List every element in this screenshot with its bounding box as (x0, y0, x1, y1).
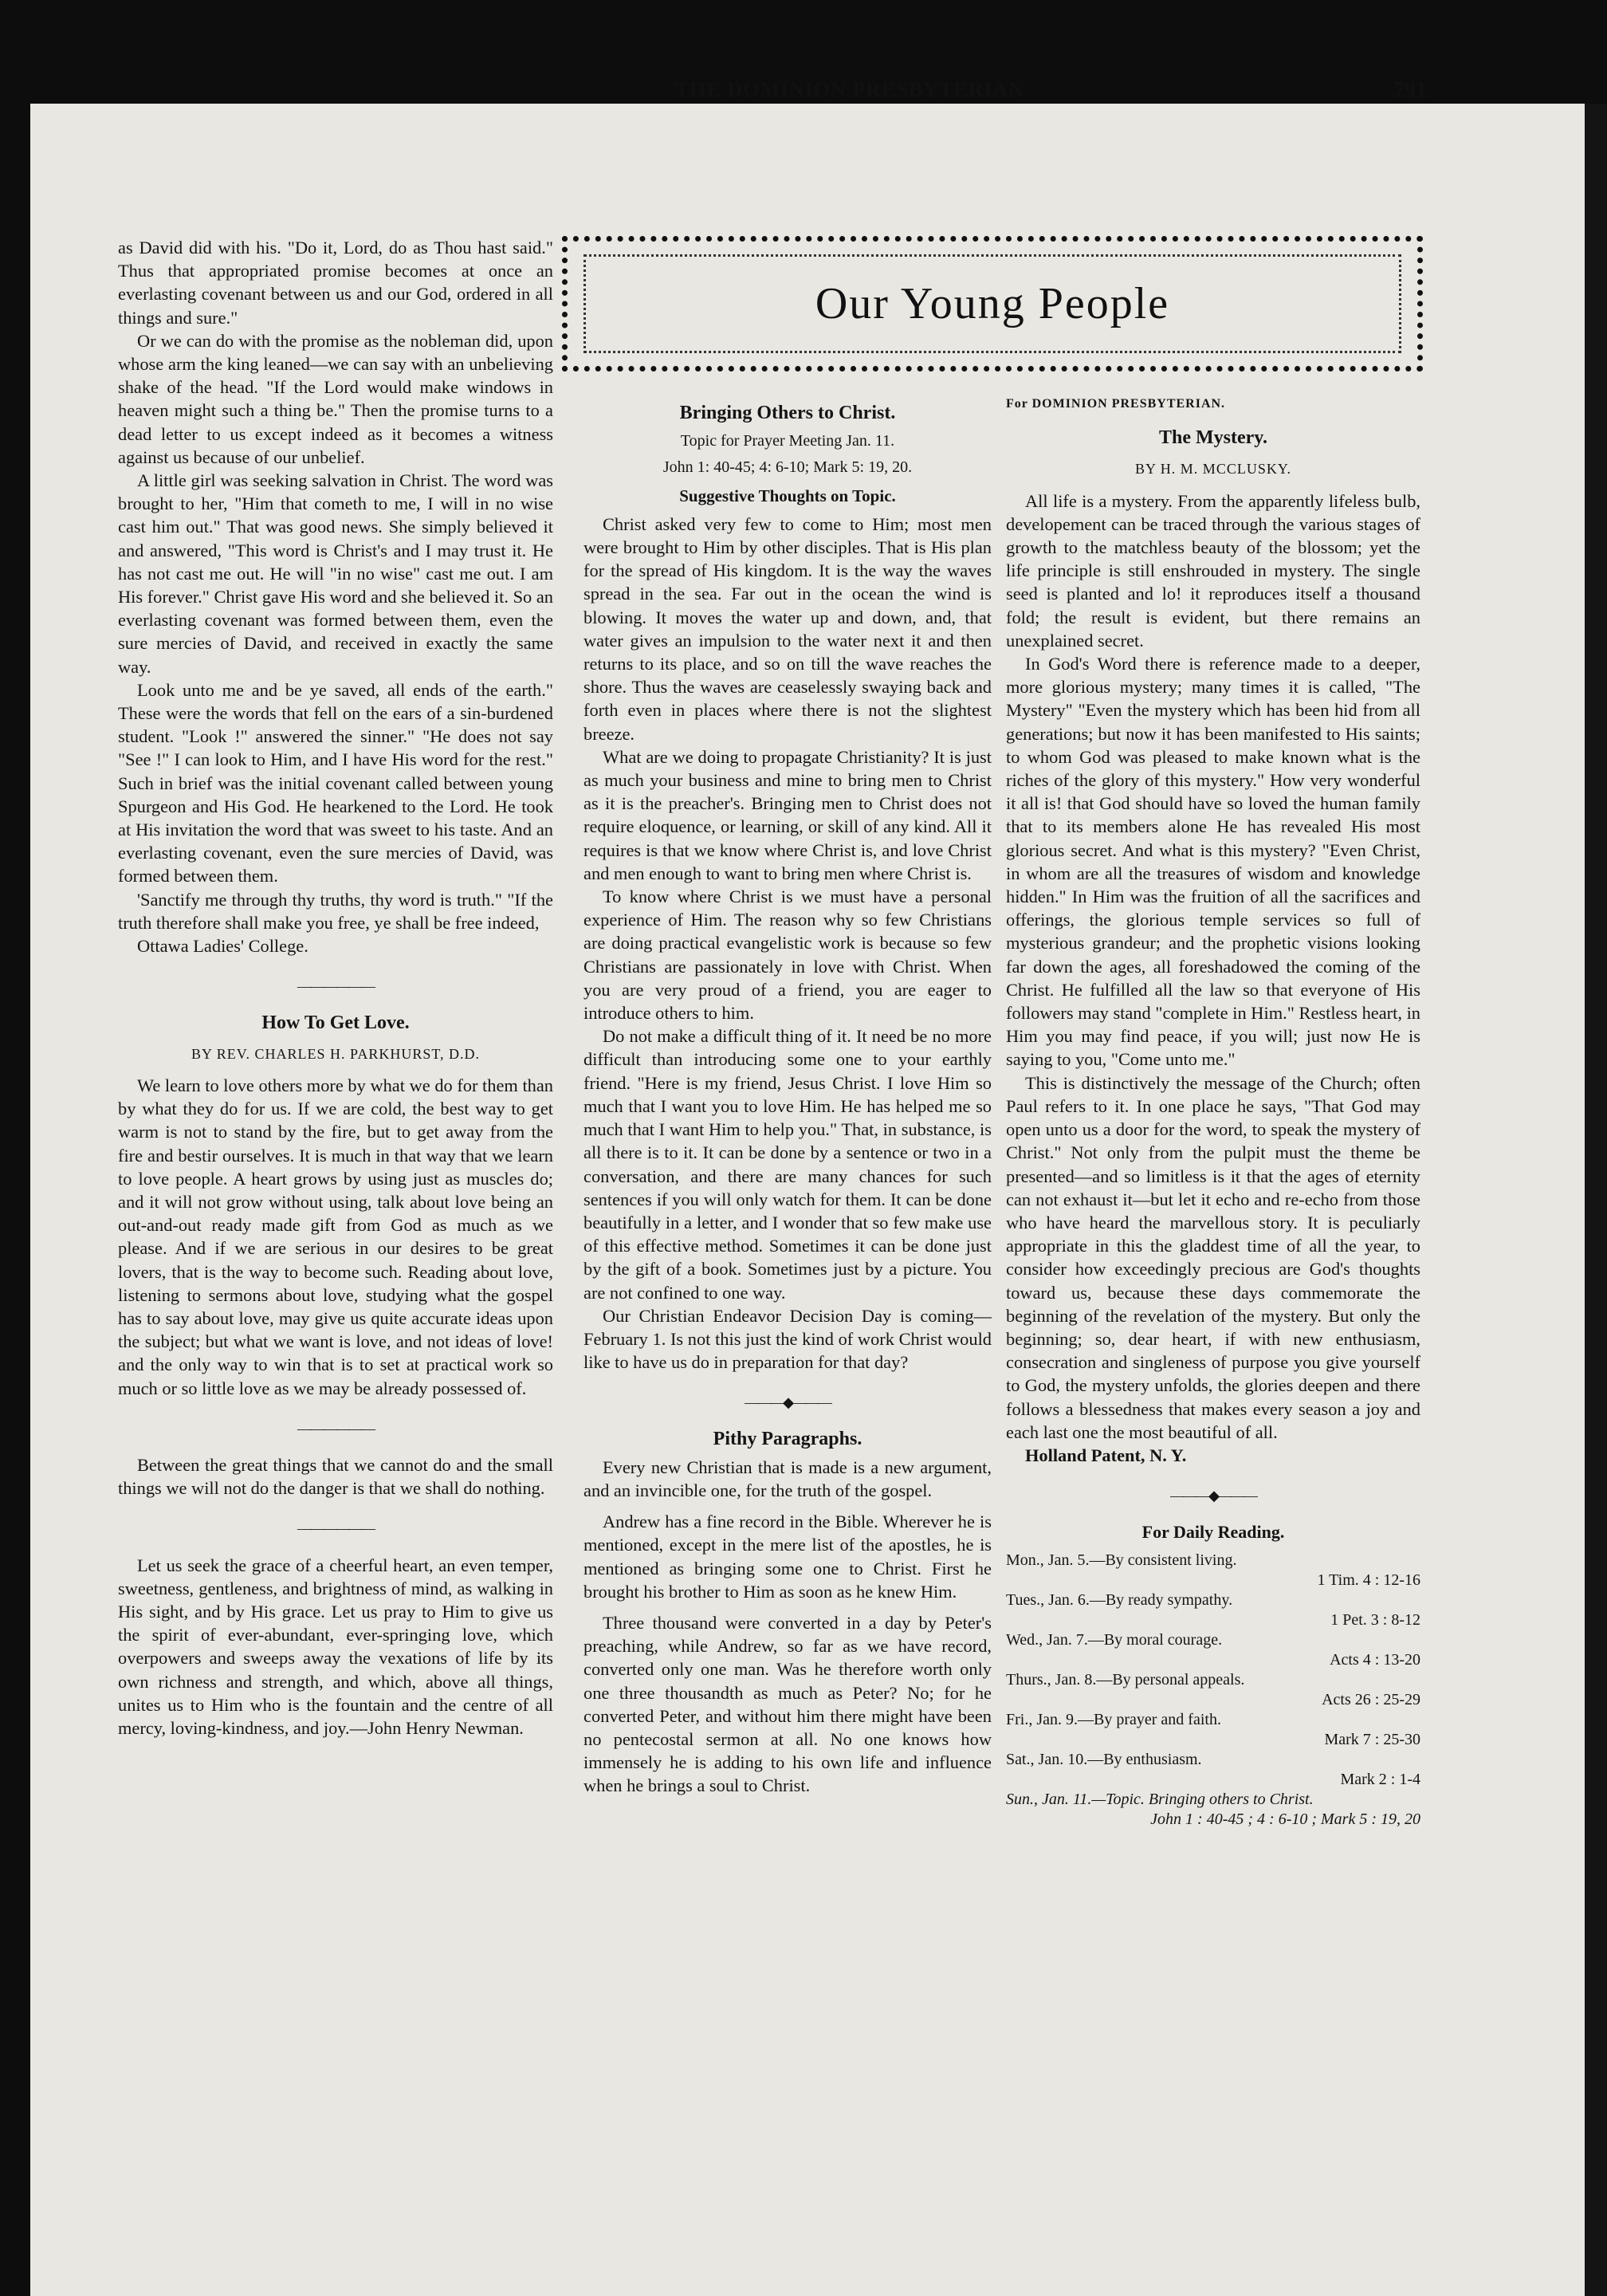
subheadline: Suggestive Thoughts on Topic. (679, 486, 896, 505)
list-item (1006, 1710, 1420, 1750)
reading-ref: Acts 4 : 13-20 (1330, 1650, 1420, 1669)
reading-ref: John 1 : 40-45 ; 4 : 6-10 ; Mark 5 : 19, 20 (1150, 1810, 1420, 1828)
list-item (1006, 1790, 1420, 1830)
paragraph: Andrew has a fine record in the Bible. Wherever he is mentioned, except in the mere list of the apostles, he is mentioned as bringing some one to Christ. First he brought his brother to Him as soon as he knew Him. (583, 1512, 992, 1602)
reading-ref: 1 Tim. 4 : 12-16 (1317, 1571, 1420, 1589)
paragraph: We learn to love others more by what we do for them than by what they do for us. If we are cold, the best way to get warm is not to stand by the fire, but to get away from the fire and bestir ourselves. It is much in that way that we learn to love people. A heart grows by using just as muscles do; and it will not grow without using, talk about love being an out-and-out ready made gift from God as much as we please. And if we are serious in our desires to be great lovers, that is the way to become such. Reading about love, listening to sermons about love, studying what the gospel has to say about love, may give us quite accurate ideas upon the subject; but what we want is love, and not ideas of love! and the only way to win that is to set at practical work so much or so little love as we may be already possessed of. (118, 1075, 553, 1398)
column-left (118, 236, 553, 1740)
signoff: Ottawa Ladies' College. (137, 936, 308, 957)
divider: —————— (297, 978, 374, 995)
column-middle (583, 397, 992, 1798)
running-head: THE DOMINION PRESBYTERIAN (674, 78, 1025, 101)
reading-day: Sat., Jan. 10.—By enthusiasm. (1006, 1750, 1202, 1768)
place-signoff: Holland Patent, N. Y. (1025, 1445, 1187, 1465)
list-item (1006, 1670, 1420, 1710)
reading-list (1006, 1551, 1420, 1830)
paragraph: In God's Word there is reference made to a deeper, more glorious mystery; many times it is called, "The Mystery" "Even the mystery which has been hid from all generations; but now it has been manifested to His saints; to whom God was pleased to make known what is the riches of the glory of this mystery." How very wonderful it all is! that God should have so loved the human family that to its members alone He has revealed His most glorious secret. And what is this mystery? "Even Christ, in whom are all the treasures of wisdom and knowledge hidden." In Him was the fruition of all the sacrifices and offerings, the glorious temple services so full of mysterious grandeur; and the prophetic visions looking far down the ages, all foreshadowed the coming of the Christ. He fulfilled all the law so that everyone of His followers may stand "complete in Him." Restless heart, in Him you may find peace, if you will; just now He is saying to you, "Come unto me." (1006, 654, 1420, 1070)
paragraph: Every new Christian that is made is a new argument, and an invincible one, for the truth of the gospel. (583, 1457, 992, 1500)
section-banner (562, 236, 1423, 372)
scripture-refs: John 1: 40-45; 4: 6-10; Mark 5: 19, 20. (662, 458, 913, 477)
paragraph: To know where Christ is we must have a personal experience of Him. The reason why so few Christians are doing practical evangelistic work is because so few Christians are passionately in love with Christ. When you are very proud of a friend, you are eager to introduce others to him. (583, 887, 992, 1024)
paragraph: Between the great things that we cannot do and the small things we will not do the danger is that we shall do nothing. (118, 1454, 553, 1499)
article-credit: For DOMINION PRESBYTERIAN. (1006, 397, 1226, 411)
reading-list-heading: For Daily Reading. (1141, 1522, 1285, 1543)
topic-line: Topic for Prayer Meeting Jan. 11. (680, 432, 895, 450)
divider: ———◆——— (1170, 1488, 1256, 1504)
list-item (1006, 1551, 1420, 1590)
paragraph: A little girl was seeking salvation in Christ. The word was brought to her, "Him that cometh to me, I will in no wise cast him out." That was good news. She simply believed it and answered, "This word is Christ's and I may trust it. He has not cast me out. He will "in no wise" cast me out. I am His forever." Christ gave His word and she believed it. So an everlasting covenant was formed between them, even the sure mercies of David, and received in exactly the same way. (118, 470, 553, 677)
article-headline: How To Get Love. (261, 1012, 410, 1033)
list-item (1006, 1590, 1420, 1630)
article-headline: Bringing Others to Christ. (679, 403, 896, 423)
paragraph: All life is a mystery. From the apparently lifeless bulb, developement can be traced through the various stages of growth to the matchless beauty of the blossom; yet the life principle is still enshrouded in mystery. The single seed is planted and lo! it reproduces itself a thousand fold; the result is evident, but there remains an unexplained secret. (1006, 490, 1420, 651)
article-byline: BY H. M. MCCLUSKY. (1134, 461, 1292, 478)
reading-day: Mon., Jan. 5.—By consistent living. (1006, 1551, 1237, 1569)
reading-day: Thurs., Jan. 8.—By personal appeals. (1006, 1670, 1245, 1689)
page-number: 791 (1393, 78, 1427, 103)
reading-day: Fri., Jan. 9.—By prayer and faith. (1006, 1710, 1221, 1728)
divider: —————— (297, 1520, 374, 1537)
reading-ref: Mark 7 : 25-30 (1324, 1730, 1420, 1748)
reading-day: Tues., Jan. 6.—By ready sympathy. (1006, 1590, 1233, 1609)
reading-day: Sun., Jan. 11.—Topic. Bringing others to Christ. (1006, 1790, 1314, 1808)
list-item (1006, 1630, 1420, 1670)
paragraph: Do not make a difficult thing of it. It need be no more difficult than introducing some one to your earthly friend. "Here is my friend, Jesus Christ. I love Him so much that I want you to love Him. He has helped me so much that I want Him to help you." That, in substance, is all there is to it. It can be done by a sentence or two in a conversation, and there are many chances for such sentences if you will only watch for them. It can be done beautifully in a letter, and I wonder that so few make use of this effective method. Sometimes it can be done just by the gift of a book. Sometimes just by a picture. You are not confined to one way. (583, 1026, 992, 1303)
paragraph: Look unto me and be ye saved, all ends of the earth." These were the words that fell on the ears of a sin-burdened student. "Look !" answered the sinner." "He does not say "See !" I can look to Him, and I have His word for the rest." Such in brief was the initial covenant called between young Spurgeon and His God. He hearkened to the Lord. He took at His invitation the word that was sweet to his taste. And an everlasting covenant, even the sure mercies of David, was formed between them. (118, 679, 553, 887)
divider: —————— (297, 1420, 374, 1437)
paragraph: 'Sanctify me through thy truths, thy word is truth." "If the truth therefore shall make you free, ye shall be free indeed, (118, 889, 553, 933)
column-right (1006, 397, 1420, 1830)
paragraph: Our Christian Endeavor Decision Day is coming—February 1. Is not this just the kind of work Christ would like to have us do in preparation for that day? (583, 1305, 992, 1373)
reading-day: Wed., Jan. 7.—By moral courage. (1006, 1630, 1223, 1649)
paragraph: What are we doing to propagate Christianity? It is just as much your business and mine to bring men to Christ as it is the preacher's. Bringing men to Christ does not require eloquence, or learning, or skill of any kind. All it requires is that we know where Christ is, and love Christ and men enough to want to bring men where Christ is. (583, 746, 992, 883)
paragraph: Or we can do with the promise as the nobleman did, upon whose arm the king leaned—we can say with an unbelieving shake of the head. "If the Lord would make windows in heaven might such a thing be." Then the promise turns to a dead letter to us except indeed as it becomes a witness against us because of our unbelief. (118, 330, 553, 467)
paragraph: Three thousand were converted in a day by Peter's preaching, while Andrew, so far as we have record, converted only one man. Was he therefore worth only one three thousandth as much as Peter? No; for he converted Peter, and without him there might have been no pentecostal sermon at all. No one knows how immensely he is adding to his own life and influence when he brings a soul to Christ. (583, 1612, 992, 1796)
section-title: Our Young People (815, 279, 1170, 328)
article-headline: The Mystery. (1159, 427, 1267, 449)
list-item (1006, 1750, 1420, 1790)
banner-inner-border (583, 254, 1401, 353)
paragraph: Let us seek the grace of a cheerful heart, an even temper, sweetness, gentleness, and brightness of mind, as walking in His sight, and by His grace. Let us pray to Him to give us the spirit of ever-abundant, ever-springing love, which overpowers and sweeps away the vexations of life by its own richness and strength, and which, above all things, unites us to Him who is the fountain and the centre of all mercy, loving-kindness, and joy.—John Henry Newman. (118, 1555, 553, 1738)
reading-ref: 1 Pet. 3 : 8-12 (1330, 1610, 1420, 1629)
scan-edge (1585, 104, 1607, 2296)
article-headline: Pithy Paragraphs. (713, 1428, 862, 1449)
article-byline: BY REV. CHARLES H. PARKHURST, D.D. (191, 1045, 481, 1062)
reading-ref: Acts 26 : 25-29 (1322, 1690, 1420, 1708)
divider: ———◆——— (745, 1394, 831, 1411)
reading-ref: Mark 2 : 1-4 (1340, 1770, 1420, 1788)
paragraph: This is distinctively the message of the Church; often Paul refers to it. In one place he says, "That God may open unto us a door for the word, to speak the mystery of Christ." Not only from the pulpit must the theme be presented—and so limitless is it that the ages of eternity can not exhaust it—but let it echo and re-echo from those who have heard the marvellous story. It is peculiarly appropriate in this the gladdest time of all the year, to consider how exceedingly precious are God's thoughts toward us, because these days commemorate the beginning of the revelation of the mystery. But only the beginning; so, dear heart, if with new enthusiasm, consecration and singleness of purpose you give yourself to God, the mystery unfolds, the glories deepen and there follows a blessedness that makes every season a joy and each last one the most beautiful of all. (1006, 1072, 1420, 1442)
paragraph: as David did with his. "Do it, Lord, do as Thou hast said." Thus that appropriated promise becomes at once an everlasting covenant between us and our God, ordered in all things and sure." (118, 238, 553, 328)
paragraph: Christ asked very few to come to Him; most men were brought to Him by other disciples. That is His plan for the spread of His kingdom. It is the way the waves spread in the sea. Far out in the ocean the wind is blowing. It moves the water up and down, and, that water gives an impulsion to the water next it and then returns to its place, and so on till the wave reaches the shore. Thus the waves are ceaselessly swaying back and forth even in places where there is not the slightest breeze. (583, 513, 992, 744)
